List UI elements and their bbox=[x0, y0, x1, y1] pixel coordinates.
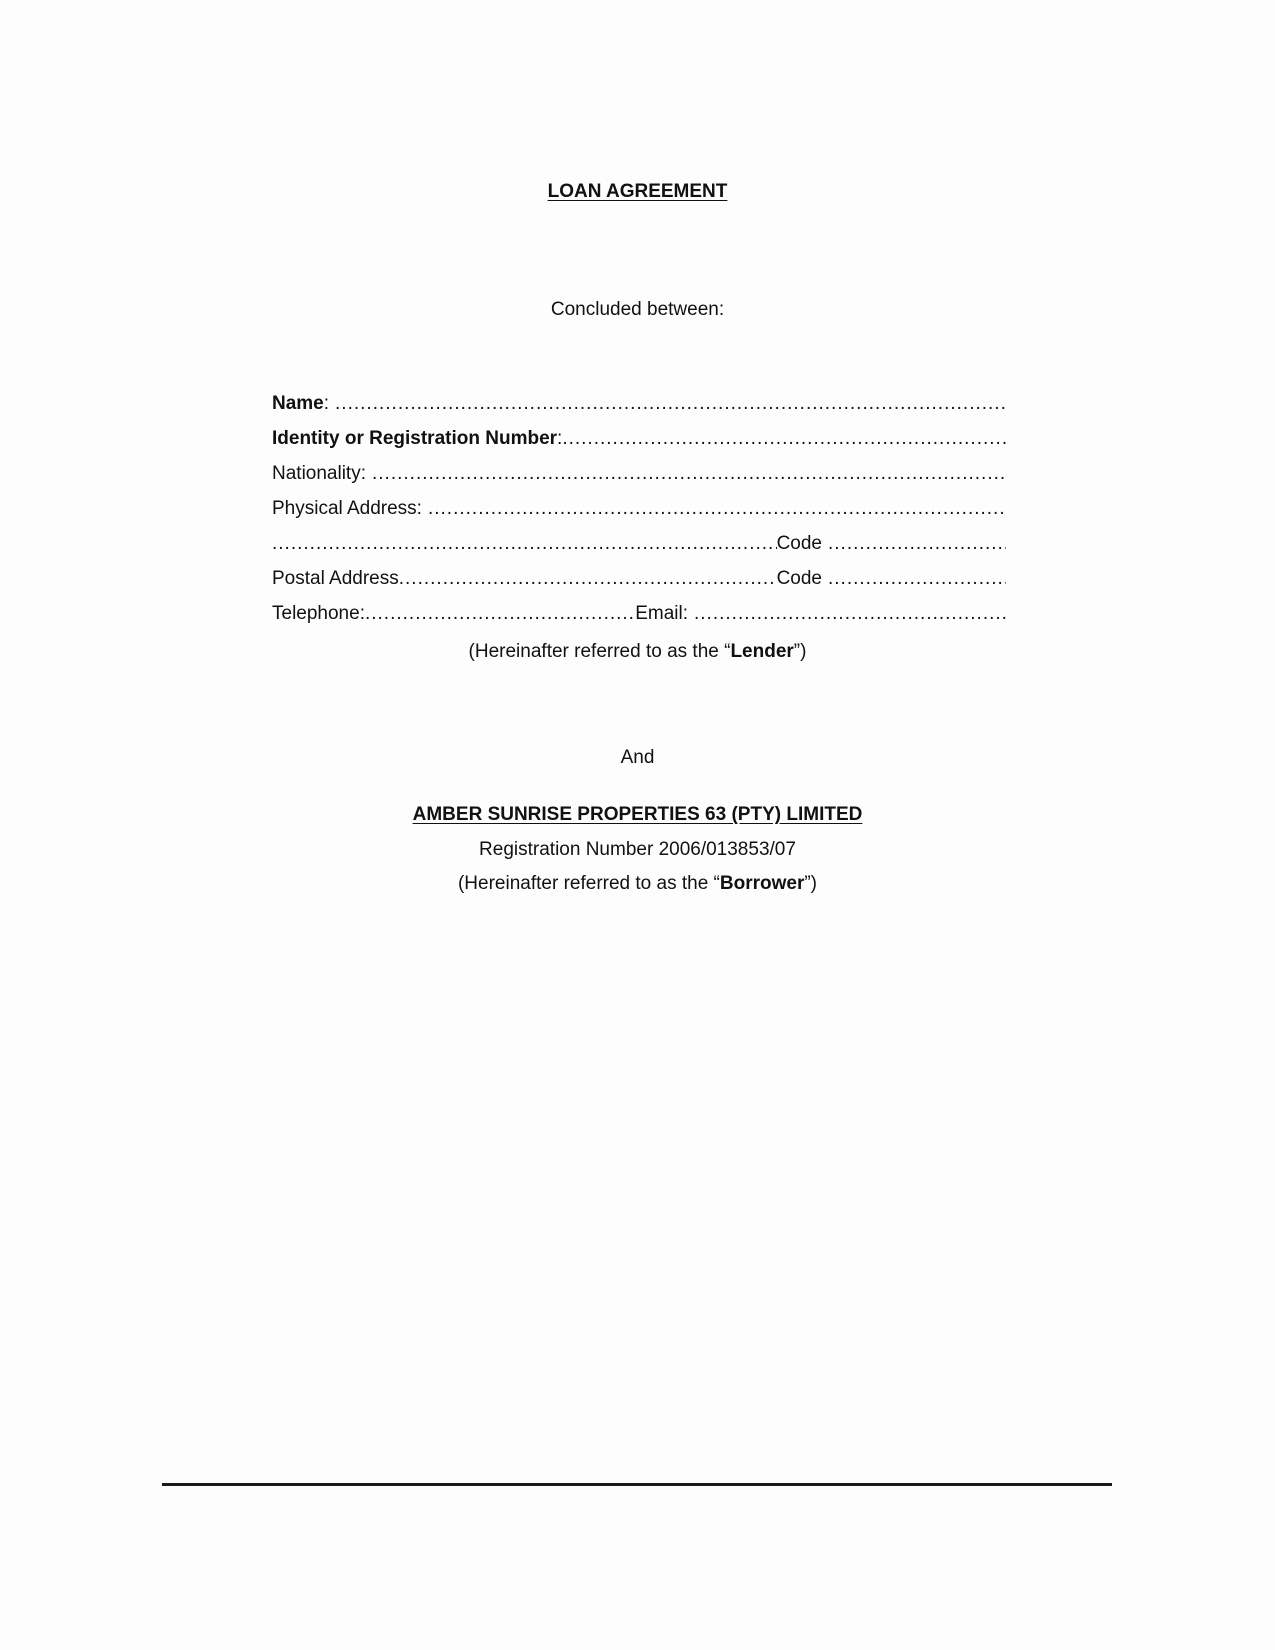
physical-code-label: Code bbox=[776, 533, 822, 554]
telephone-label: Telephone: bbox=[272, 603, 365, 624]
postal-address-label: Postal Address bbox=[272, 568, 399, 589]
physical-address-line2-blank[interactable] bbox=[272, 532, 777, 556]
lender-physical-address-line2-field[interactable] bbox=[272, 532, 1006, 556]
lender-physical-address-field[interactable] bbox=[272, 497, 1006, 521]
borrower-company-name: AMBER SUNRISE PROPERTIES 63 (PTY) LIMITED bbox=[412, 804, 863, 825]
lender-name-field[interactable] bbox=[272, 392, 1006, 416]
email-blank[interactable] bbox=[694, 602, 1006, 626]
postal-code-blank[interactable] bbox=[828, 567, 1006, 591]
physical-code-blank[interactable] bbox=[828, 532, 1006, 556]
nationality-label: Nationality: bbox=[272, 463, 366, 484]
name-colon: : bbox=[323, 393, 330, 414]
borrower-ref-prefix: (Hereinafter referred to as the “ bbox=[457, 873, 720, 894]
concluded-between: Concluded between: bbox=[550, 299, 725, 320]
borrower-ref-suffix: ”) bbox=[804, 873, 817, 894]
lender-id-field[interactable] bbox=[272, 427, 1006, 451]
email-label: Email: bbox=[635, 603, 688, 624]
borrower-registration-number: Registration Number 2006/013853/07 bbox=[479, 839, 796, 860]
lender-reference bbox=[0, 640, 1275, 664]
lender-ref-prefix: (Hereinafter referred to as the “ bbox=[468, 641, 731, 662]
id-colon: : bbox=[557, 428, 563, 449]
lender-contact-field[interactable] bbox=[272, 602, 1006, 626]
name-blank[interactable] bbox=[335, 392, 1006, 416]
lender-nationality-field[interactable] bbox=[272, 462, 1006, 486]
footer-rule bbox=[162, 1483, 1112, 1486]
telephone-blank[interactable] bbox=[365, 602, 635, 626]
document-title: LOAN AGREEMENT bbox=[547, 181, 728, 202]
physical-address-blank[interactable] bbox=[428, 497, 1006, 521]
postal-code-label: Code bbox=[776, 568, 822, 589]
lender-postal-address-field[interactable] bbox=[272, 567, 1006, 591]
and-separator: And bbox=[620, 747, 655, 768]
id-label: Identity or Registration Number bbox=[272, 428, 558, 449]
id-blank[interactable] bbox=[562, 427, 1006, 451]
postal-address-blank[interactable] bbox=[399, 567, 777, 591]
borrower-ref-term: Borrower bbox=[719, 873, 805, 894]
lender-ref-suffix: ”) bbox=[793, 641, 807, 662]
borrower-reference bbox=[0, 872, 1275, 896]
nationality-blank[interactable] bbox=[372, 462, 1006, 486]
name-label: Name bbox=[272, 393, 324, 414]
lender-ref-term: Lender bbox=[730, 641, 794, 662]
physical-address-label: Physical Address: bbox=[272, 498, 422, 519]
